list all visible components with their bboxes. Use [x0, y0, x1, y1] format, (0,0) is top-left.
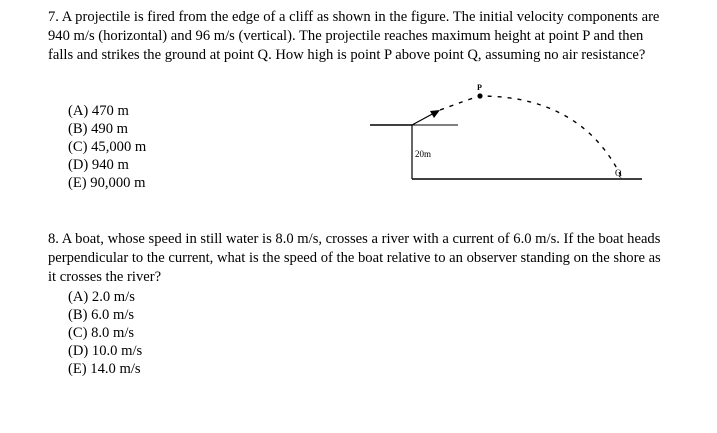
- q8-option-b: (B) 6.0 m/s: [68, 307, 135, 323]
- cliff-projectile-figure: [360, 82, 660, 187]
- q7-option-b: (B) 490 m: [68, 121, 128, 137]
- question-8-stem: 8. A boat, whose speed in still water is 8.0 m/s, crosses a river with a current of 6.0 m/s. If the boat heads perpendicular to the current, what is the speed of the boat relative to an observer standing on the shore as it crosses the river?: [48, 231, 661, 285]
- question-7-stem: 7. A projectile is fired from the edge of a cliff as shown in the figure. The initial velocity components are 940 m/s (horizontal) and 96 m/s (vertical). The projectile reaches maximum height at point P and then falls and strikes the ground at point Q. How high is point P above point Q, assuming no air resistance?: [48, 9, 660, 63]
- q7-option-c: (C) 45,000 m: [68, 139, 147, 155]
- question-7-options: [68, 102, 146, 192]
- q7-option-d: (D) 940 m: [68, 157, 129, 173]
- q7-option-a: (A) 470 m: [68, 103, 129, 119]
- q7-option-e: (E) 90,000 m: [68, 175, 146, 191]
- point-p-label: P: [477, 83, 482, 92]
- question-8-options: [68, 288, 142, 378]
- q8-option-e: (E) 14.0 m/s: [68, 361, 141, 377]
- point-q-label: Q: [615, 168, 622, 178]
- q8-option-d: (D) 10.0 m/s: [68, 343, 143, 359]
- trajectory-path: [440, 96, 622, 178]
- q8-option-a: (A) 2.0 m/s: [68, 289, 135, 305]
- point-p-dot: [477, 93, 482, 98]
- q8-option-c: (C) 8.0 m/s: [68, 325, 135, 341]
- cliff-height-label: 20m: [415, 149, 432, 159]
